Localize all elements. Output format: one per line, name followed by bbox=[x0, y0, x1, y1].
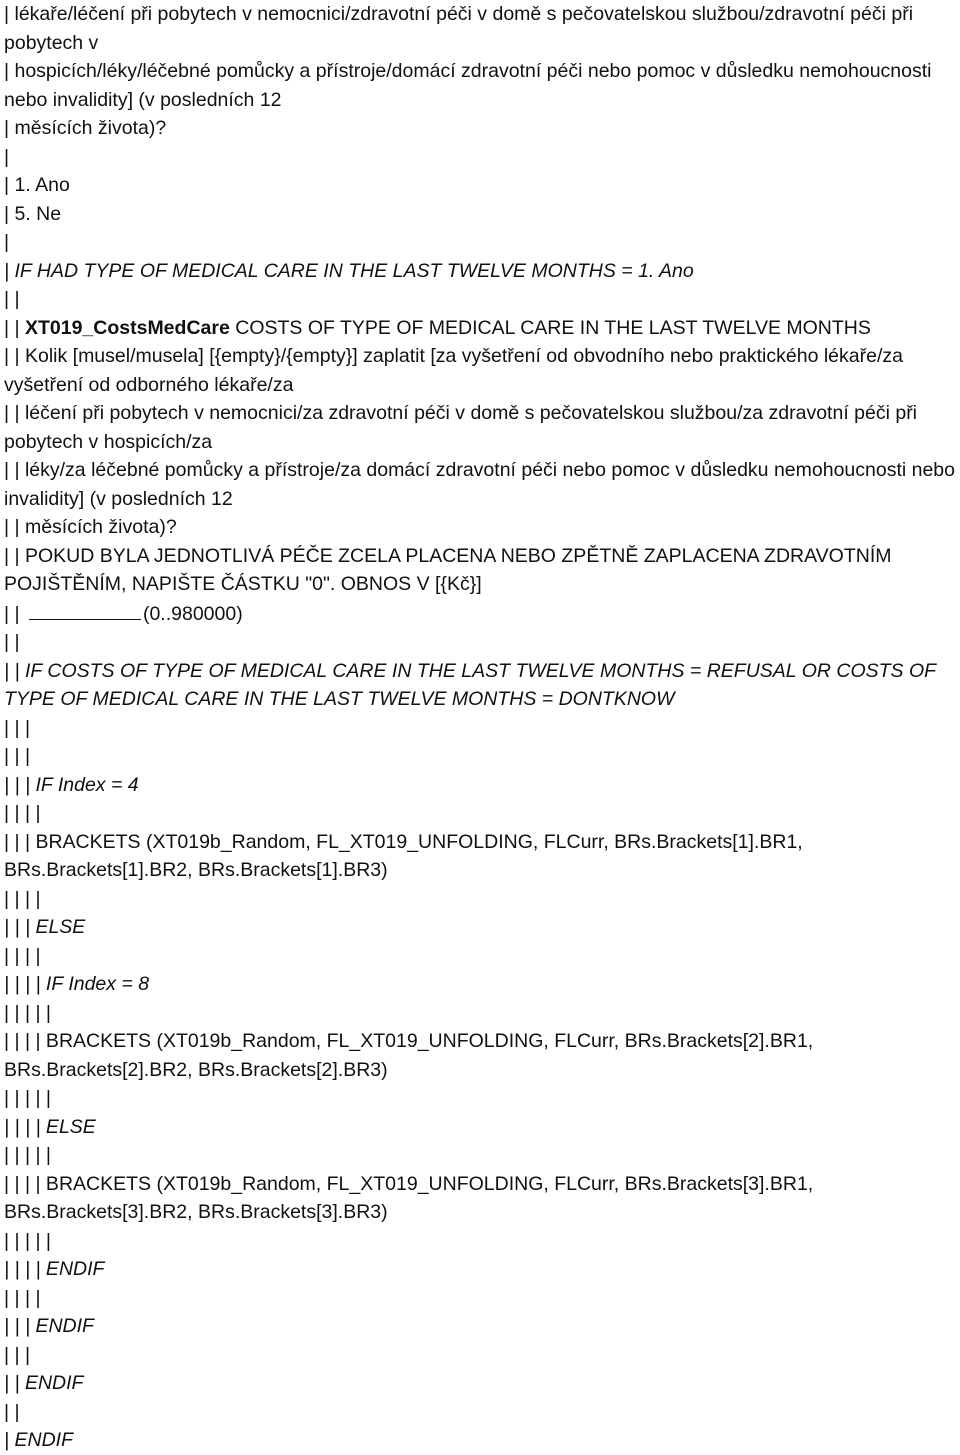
document-line: | bbox=[4, 231, 10, 253]
document-line: | | | | bbox=[4, 887, 41, 910]
line-prefix: | | bbox=[4, 602, 25, 625]
amount-answer-field[interactable] bbox=[29, 599, 141, 620]
document-line: | | | ENDIF bbox=[4, 1315, 94, 1337]
document-line: | | | IF Index = 4 bbox=[4, 773, 139, 796]
document-line: | | | | | bbox=[4, 1144, 51, 1166]
document-line bbox=[4, 599, 956, 629]
document-line: | | | bbox=[4, 745, 31, 767]
line-text: (0..980000) bbox=[142, 602, 243, 625]
document-line bbox=[4, 314, 956, 343]
document-line: | měsících života)? bbox=[4, 117, 167, 139]
document-line: | | léčení při pobytech v nemocnici/za zdravotní péči v domě s pečovatelskou službou/za zdravotní péči při pobytech v hospicích/za bbox=[4, 402, 923, 453]
document-line: | | IF COSTS OF TYPE OF MEDICAL CARE IN THE LAST TWELVE MONTHS = REFUSAL OR COSTS OF TYPE OF MEDICAL CARE IN THE LAST TWELVE MONTHS = DONTKNOW bbox=[4, 659, 942, 710]
document-line: | | bbox=[4, 631, 20, 653]
document-line: | | | bbox=[4, 716, 31, 739]
document-line: | | | | ELSE bbox=[4, 1115, 96, 1138]
line-text: COSTS OF TYPE OF MEDICAL CARE IN THE LAST TWELVE MONTHS bbox=[229, 316, 871, 339]
document-line: | IF HAD TYPE OF MEDICAL CARE IN THE LAST TWELVE MONTHS = 1. Ano bbox=[4, 259, 694, 282]
document-line: | | | | | bbox=[4, 1001, 51, 1024]
document-line: | lékaře/léčení při pobytech v nemocnici/zdravotní péči v domě s pečovatelskou službou/zdravotní péči při pobytech v bbox=[4, 3, 919, 54]
document-line: | | | ELSE bbox=[4, 916, 86, 938]
document-line: | | | | bbox=[4, 944, 41, 967]
document-line: | bbox=[4, 145, 10, 168]
document-line: | | | | | bbox=[4, 1087, 51, 1109]
document-line: | | | | BRACKETS (XT019b_Random, FL_XT019_UNFOLDING, FLCurr, BRs.Brackets[3].BR1, BRs.Brackets[3].BR2, BRs.Brackets[3].BR3) bbox=[4, 1172, 819, 1223]
document-line: | | | | BRACKETS (XT019b_Random, FL_XT019_UNFOLDING, FLCurr, BRs.Brackets[2].BR1, BRs.Brackets[2].BR2, BRs.Brackets[2].BR3) bbox=[4, 1030, 819, 1081]
document-line: | | | | IF Index = 8 bbox=[4, 973, 150, 995]
questionnaire-document bbox=[4, 0, 960, 1455]
question-code: XT019_CostsMedCare bbox=[24, 316, 230, 339]
document-line: | | bbox=[4, 1400, 20, 1423]
document-line: | | | | ENDIF bbox=[4, 1258, 105, 1280]
document-line: | hospicích/léky/léčebné pomůcky a přístroje/domácí zdravotní péči nebo pomoc v důsledku nemohoucnosti nebo invalidity] (v posledních 12 bbox=[4, 60, 937, 111]
document-line: | | | BRACKETS (XT019b_Random, FL_XT019_UNFOLDING, FLCurr, BRs.Brackets[1].BR1, BRs.Brackets[1].BR2, BRs.Brackets[1].BR3) bbox=[4, 830, 809, 881]
document-line: | | | bbox=[4, 1343, 31, 1366]
document-line: | | léky/za léčebné pomůcky a přístroje/za domácí zdravotní péči nebo pomoc v důsledku nemohoucnosti nebo invalidity] (v posledních 12 bbox=[4, 459, 960, 510]
document-line: | 1. Ano bbox=[4, 174, 70, 196]
line-prefix: | | bbox=[4, 316, 25, 339]
document-line: | | | | bbox=[4, 1286, 41, 1309]
document-line: | | měsících života)? bbox=[4, 516, 177, 538]
document-line: | | POKUD BYLA JEDNOTLIVÁ PÉČE ZCELA PLACENA NEBO ZPĚTNĚ ZAPLACENA ZDRAVOTNÍM POJIŠTĚNÍM, NAPIŠTE ČÁSTKU "0". OBNOS V [{Kč}] bbox=[4, 544, 897, 595]
document-line: | | | | | bbox=[4, 1229, 51, 1252]
document-line: | 5. Ne bbox=[4, 202, 62, 225]
document-line: | | ENDIF bbox=[4, 1372, 84, 1394]
document-line: | | bbox=[4, 288, 20, 310]
document-line: | | Kolik [musel/musela] [{empty}/{empty}] zaplatit [za vyšetření od obvodního nebo praktického lékaře/za vyšetření od odborného lékaře/za bbox=[4, 345, 909, 396]
document-line: | ENDIF bbox=[4, 1429, 73, 1451]
document-line: | | | | bbox=[4, 802, 41, 824]
